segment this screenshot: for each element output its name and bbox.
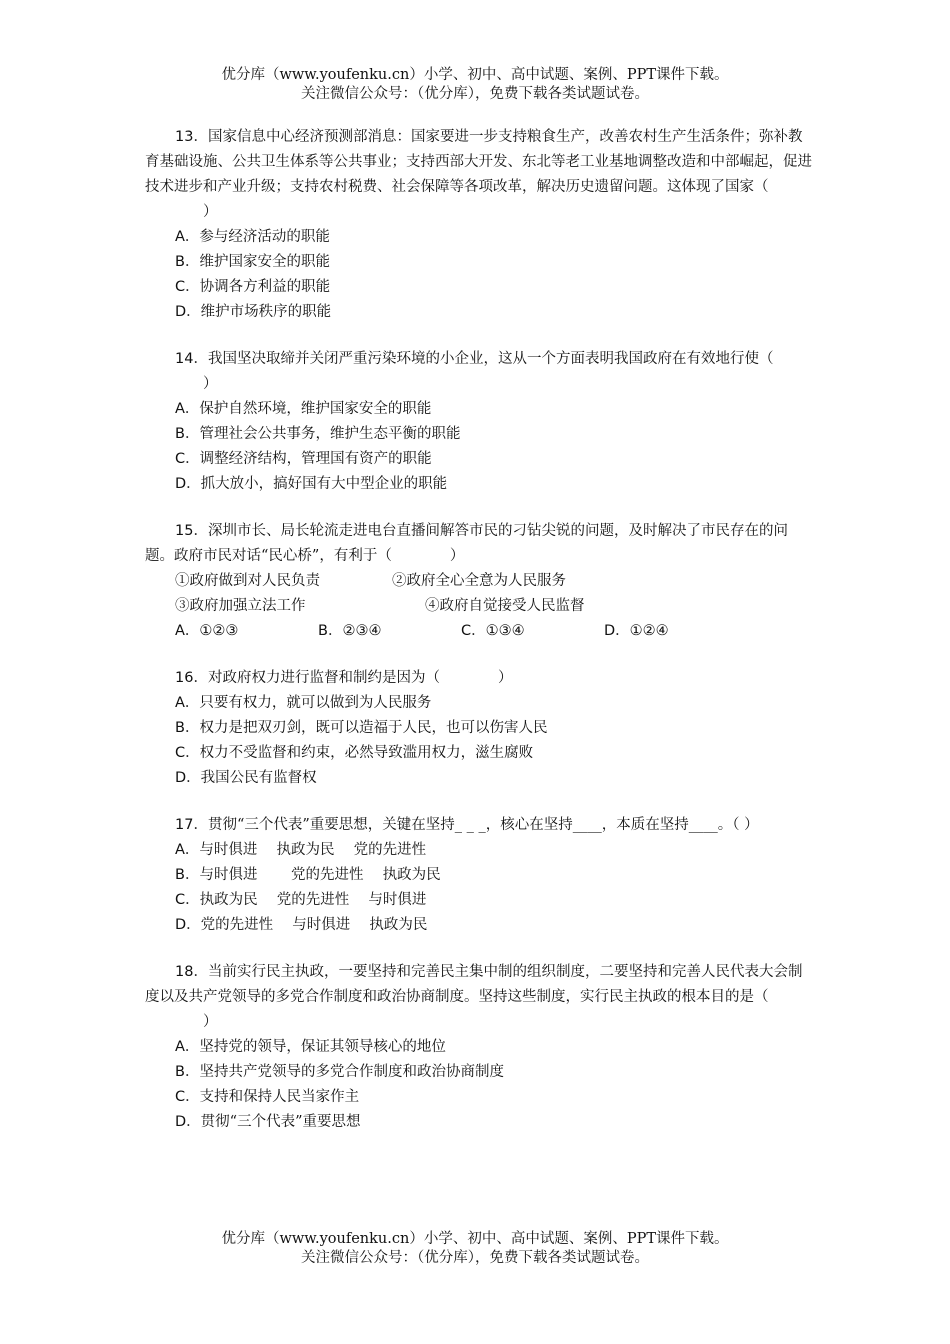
statement-2: ②政府全心全意为人民服务 <box>392 573 566 589</box>
option-text: 维护市场秩序的职能 <box>200 304 332 320</box>
question-18 <box>145 960 815 1135</box>
question-list <box>145 125 815 1157</box>
option-text: 调整经济结构，管理国有资产的职能 <box>199 451 432 467</box>
option-a <box>145 225 815 250</box>
answer-paren-close: ） <box>203 204 218 220</box>
option-c <box>145 275 815 300</box>
option-d <box>145 766 815 791</box>
option-b <box>145 716 815 741</box>
option-b <box>145 422 815 447</box>
option-letter: A． <box>175 1039 200 1055</box>
option-letter: C． <box>175 279 200 295</box>
option-text: 与时俱进 党的先进性 执政为民 <box>199 867 441 883</box>
header-line-2: 关注微信公众号：（优分库），免费下载各类试题试卷。 <box>301 86 649 102</box>
option-letter: B． <box>175 254 200 270</box>
option-letter: D． <box>175 476 201 492</box>
option-letter: D． <box>604 623 630 639</box>
option-letter: A． <box>175 623 200 639</box>
option-text: ②③④ <box>342 623 382 639</box>
statement-4: ④政府自觉接受人民监督 <box>425 598 585 614</box>
option-c <box>145 1085 815 1110</box>
option-b <box>145 863 815 888</box>
option-text: 权力不受监督和约束，必然导致滥用权力，滋生腐败 <box>199 745 534 761</box>
option-letter: A． <box>175 401 200 417</box>
question-text: 当前实行民主执政，一要坚持和完善民主集中制的组织制度，二要坚持和完善人民代表大会制度以及共产党领导的多党合作制度和政治协商制度。坚持这些制度，实行民主执政的根本目的是（ <box>145 964 803 1005</box>
option-text: ①②③ <box>199 623 239 639</box>
option-letter: A． <box>175 229 200 245</box>
option-text: 参与经济活动的职能 <box>199 229 330 245</box>
option-letter: D． <box>175 770 201 786</box>
option-text: 维护国家安全的职能 <box>199 254 330 270</box>
option-d <box>145 472 815 497</box>
answer-paren-close: ） <box>449 548 465 564</box>
option-text: 权力是把双刃剑，既可以造福于人民，也可以伤害人民 <box>199 720 548 736</box>
answer-paren-close: ） <box>497 670 513 686</box>
question-number: 18． <box>175 964 208 980</box>
option-c <box>145 741 815 766</box>
question-stem <box>145 960 815 1035</box>
question-17 <box>145 813 815 938</box>
option-d <box>145 1110 815 1135</box>
option-b <box>145 250 815 275</box>
option-text: 贯彻“三个代表”重要思想 <box>200 1114 361 1130</box>
answer-paren-close: ） <box>203 376 218 392</box>
option-c <box>145 888 815 913</box>
option-a <box>145 1035 815 1060</box>
question-number: 16． <box>175 670 208 686</box>
option-letter: D． <box>175 917 201 933</box>
option-text: ①②④ <box>629 623 669 639</box>
option-a <box>145 691 815 716</box>
option-text: 协调各方利益的职能 <box>199 279 331 295</box>
question-stem <box>145 666 815 691</box>
option-text: 只要有权力，就可以做到为人民服务 <box>199 695 432 711</box>
option-letter: B． <box>175 720 200 736</box>
option-a <box>175 619 318 644</box>
question-text: 对政府权力进行监督和制约是因为（ <box>207 670 440 686</box>
question-16 <box>145 666 815 791</box>
question-stem <box>145 813 815 838</box>
question-15 <box>145 519 815 644</box>
header-line-1: 优分库（www.youfenku.cn）小学、初中、高中试题、案例、PPT课件下载。 <box>221 67 729 83</box>
question-stem <box>145 519 815 569</box>
option-letter: A． <box>175 695 200 711</box>
question-number: 13． <box>175 129 208 145</box>
option-c <box>461 619 604 644</box>
option-text: 坚持党的领导，保证其领导核心的地位 <box>199 1039 446 1055</box>
statement-row <box>145 569 815 594</box>
option-letter: B． <box>175 426 200 442</box>
question-number: 14． <box>175 351 208 367</box>
question-text: 国家信息中心经济预测部消息：国家要进一步支持粮食生产，改善农村生产生活条件；弥补教育基础设施、公共卫生体系等公共事业；支持西部大开发、东北等老工业基地调整改造和中部崛起，促进技术进步和产业升级；支持农村税费、社会保障等各项改革，解决历史遗留问题。这体现了国家（ <box>145 129 812 195</box>
question-13 <box>145 125 815 325</box>
statement-3: ③政府加强立法工作 <box>175 598 306 614</box>
option-letter: C． <box>175 1089 200 1105</box>
option-text: ①③④ <box>485 623 525 639</box>
option-letter: B． <box>175 1064 200 1080</box>
option-text: 管理社会公共事务，维护生态平衡的职能 <box>199 426 461 442</box>
answer-paren-close: ） <box>203 1014 218 1030</box>
question-text: 我国坚决取缔并关闭严重污染环境的小企业，这从一个方面表明我国政府在有效地行使（ <box>207 351 774 367</box>
statement-1: ①政府做到对人民负责 <box>175 573 320 589</box>
question-stem <box>145 347 815 397</box>
option-d <box>604 619 669 644</box>
option-text: 支持和保持人民当家作主 <box>199 1089 360 1105</box>
option-text: 我国公民有监督权 <box>200 770 317 786</box>
option-text: 党的先进性 与时俱进 执政为民 <box>200 917 428 933</box>
question-text: 贯彻“三个代表”重要思想，关键在坚持_ _ _，核心在坚持____，本质在坚持____。（ ） <box>207 817 759 833</box>
question-stem <box>145 125 815 225</box>
option-b <box>318 619 461 644</box>
option-text: 保护自然环境，维护国家安全的职能 <box>199 401 432 417</box>
option-d <box>145 300 815 325</box>
option-letter: C． <box>175 451 200 467</box>
option-text: 抓大放小，搞好国有大中型企业的职能 <box>200 476 448 492</box>
page-footer <box>0 1230 950 1268</box>
option-a <box>145 838 815 863</box>
option-text: 执政为民 党的先进性 与时俱进 <box>199 892 427 908</box>
option-a <box>145 397 815 422</box>
question-number: 15． <box>175 523 208 539</box>
option-letter: C． <box>461 623 486 639</box>
footer-line-1: 优分库（www.youfenku.cn）小学、初中、高中试题、案例、PPT课件下载。 <box>221 1231 729 1247</box>
option-d <box>145 913 815 938</box>
page-header <box>0 66 950 104</box>
option-letter: B． <box>175 867 200 883</box>
question-number: 17． <box>175 817 208 833</box>
option-letter: D． <box>175 304 201 320</box>
question-text: 深圳市长、局长轮流走进电台直播间解答市民的刁钻尖锐的问题，及时解决了市民存在的问题。政府市民对话“民心桥”，有利于（ <box>145 523 788 564</box>
option-letter: D． <box>175 1114 201 1130</box>
option-letter: B． <box>318 623 343 639</box>
option-c <box>145 447 815 472</box>
option-letter: C． <box>175 892 200 908</box>
option-letter: A． <box>175 842 200 858</box>
question-14 <box>145 347 815 497</box>
option-text: 坚持共产党领导的多党合作制度和政治协商制度 <box>199 1064 504 1080</box>
footer-line-2: 关注微信公众号：（优分库），免费下载各类试题试卷。 <box>301 1250 649 1266</box>
option-row <box>145 619 815 644</box>
option-letter: C． <box>175 745 200 761</box>
statement-row <box>145 594 815 619</box>
option-text: 与时俱进 执政为民 党的先进性 <box>199 842 427 858</box>
option-b <box>145 1060 815 1085</box>
